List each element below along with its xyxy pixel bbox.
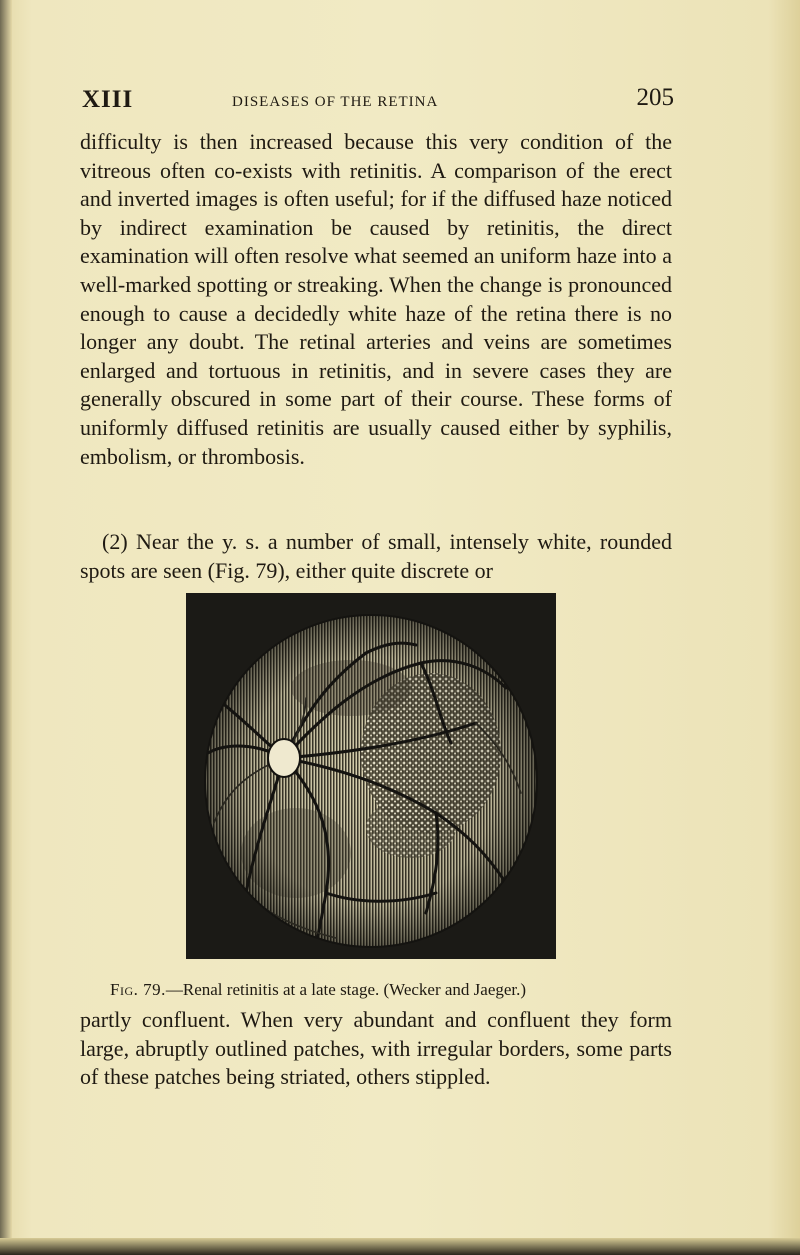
paragraph-1: difficulty is then increased because this very condition of the vitreous often co-exists with retinitis. A comparison of the erect and inverted images is often useful; for if the diffused haze noticed by indirect examination be caused by retinitis, the direct examination will often resolve what seemed an uniform haze into a well-marked spotting or streaking. When the change is pronounced enough to cause a decidedly white haze of the retina there is no longer any doubt. The retinal arteries and veins are sometimes enlarged and tortuous in retinitis, and in severe cases they are generally obscured in some part of their course. These forms of uniformly diffused retinitis are usually caused either by syphilis, embolism, or thrombosis.: [80, 129, 672, 469]
caption-text: —Renal retinitis at a late stage. (Wecker and Jaeger.): [165, 980, 527, 999]
optic-disc: [268, 739, 300, 777]
page-spine-shadow: [0, 0, 12, 1255]
running-title: DISEASES OF THE RETINA: [232, 94, 439, 110]
running-head: [82, 86, 674, 120]
figure-caption: [110, 980, 670, 1000]
paragraph-3: partly confluent. When very abundant and confluent they form large, abruptly outlined patches, with irregular borders, some parts of these patches being striated, others stippled.: [80, 1007, 672, 1090]
fundus-illustration: [186, 593, 556, 959]
paragraph-2: (2) Near the y. s. a number of small, intensely white, rounded spots are seen (Fig. 79), either quite discrete or: [80, 529, 672, 583]
figure-label: Fig. 79.: [110, 980, 166, 999]
fundus-image: [186, 593, 556, 959]
page-number: 205: [636, 84, 674, 111]
chapter-number: XIII: [82, 86, 134, 113]
page-bottom-edge: [0, 1238, 800, 1255]
